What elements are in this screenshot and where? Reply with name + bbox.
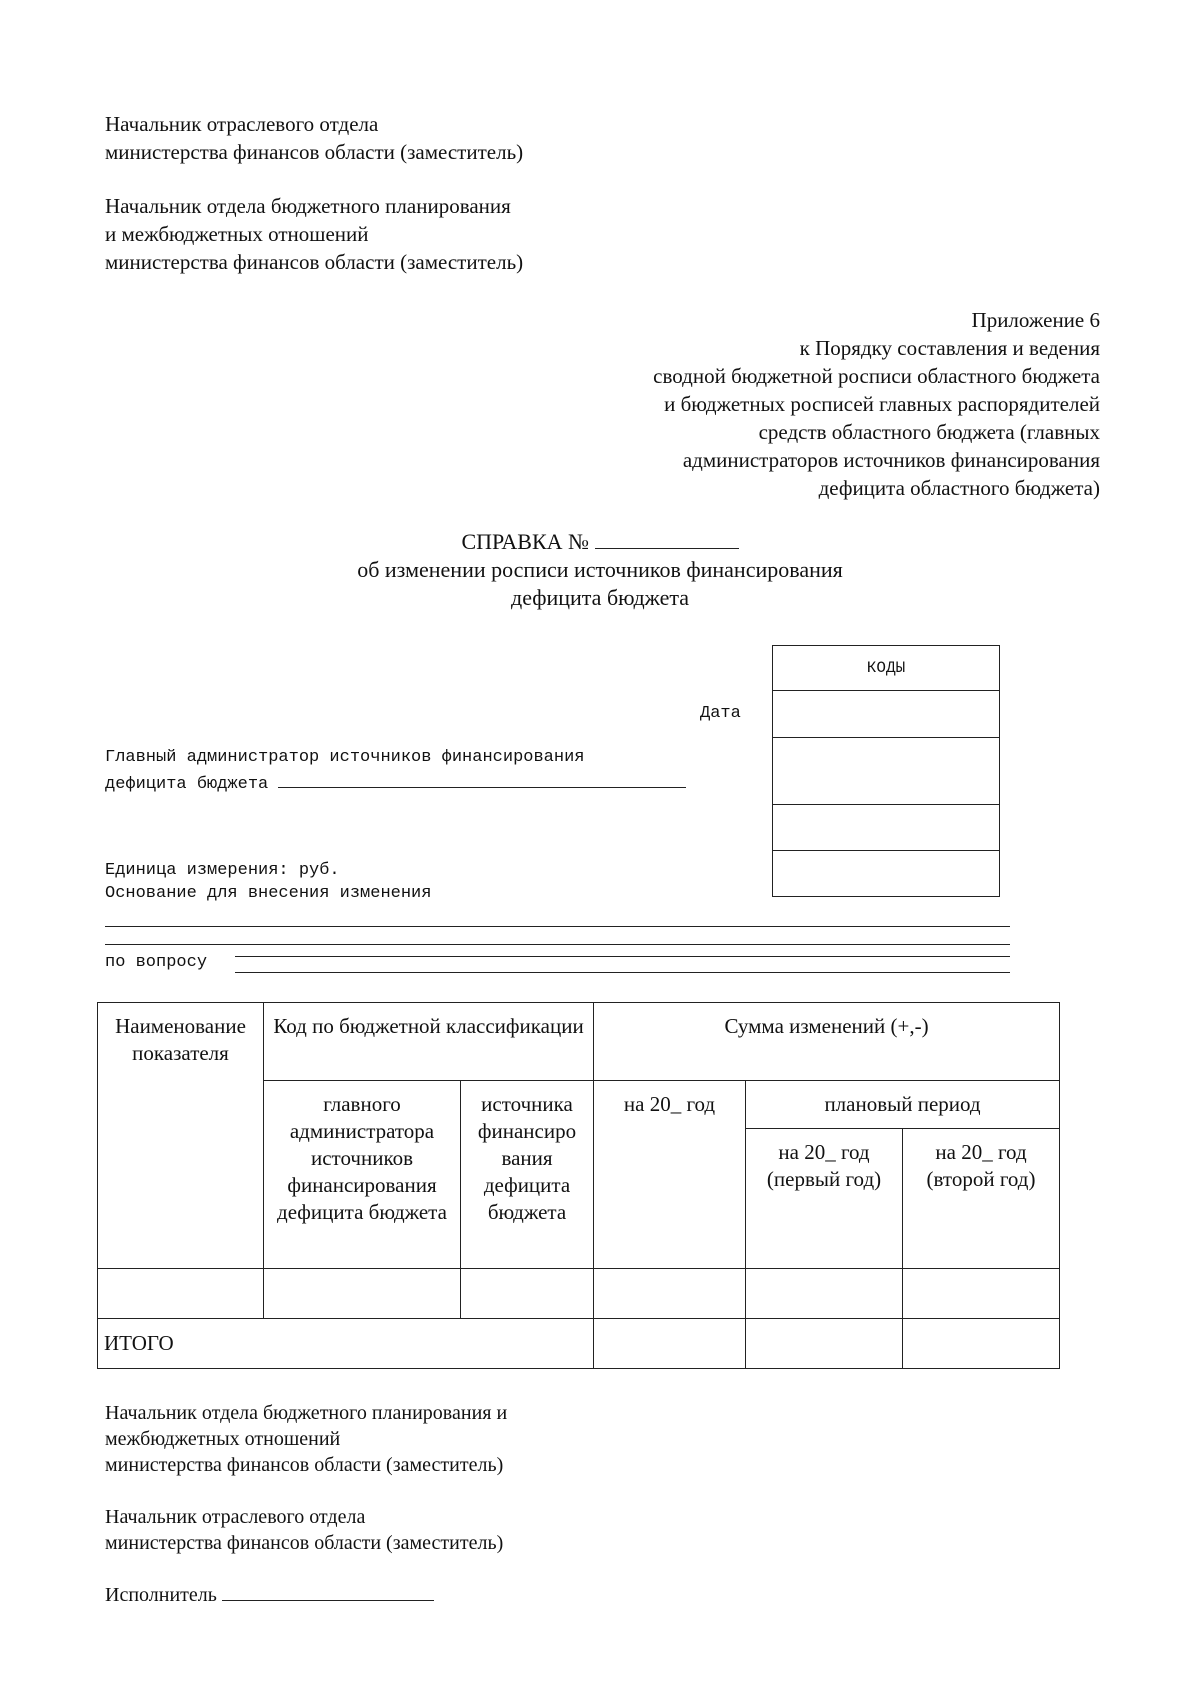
title-number-blank — [595, 530, 739, 549]
sub-planned-header: плановый период — [746, 1081, 1060, 1129]
admin-blank — [278, 769, 686, 788]
cell — [746, 1319, 903, 1369]
title-sub: дефицита бюджета — [511, 585, 689, 610]
codes-header: КОДЫ — [773, 646, 1000, 691]
cell — [461, 1269, 594, 1319]
total-row — [98, 1319, 1060, 1369]
table-row — [98, 1269, 1060, 1319]
question-line-1 — [235, 956, 1010, 957]
sub-source-header: источника финансиро вания дефицита бюджета — [461, 1081, 594, 1269]
appendix-line: и бюджетных росписей главных распорядителей — [664, 392, 1100, 416]
title-main: СПРАВКА № — [461, 529, 590, 554]
cell — [746, 1269, 903, 1319]
changes-table — [97, 1002, 1060, 1369]
signature-line: министерства финансов области (заместитель) — [105, 140, 524, 164]
signature-line: межбюджетных отношений — [105, 1428, 341, 1450]
sub-second-year-header: на 20_ год (второй год) — [903, 1129, 1060, 1269]
admin-label-1: Главный администратор источников финансирования — [105, 748, 585, 767]
basis-label: Основание для внесения изменения — [105, 884, 432, 903]
col-sum-header: Сумма изменений (+,-) — [594, 1003, 1060, 1081]
bottom-signature-2 — [105, 1504, 503, 1556]
cell — [98, 1269, 264, 1319]
signature-line: министерства финансов области (заместитель) — [105, 1454, 504, 1476]
date-label: Дата — [700, 704, 741, 723]
codes-admin-cell — [773, 738, 1000, 805]
title-sub: об изменении росписи источников финансирования — [357, 557, 843, 582]
executor-blank — [222, 1582, 434, 1601]
col-code-header: Код по бюджетной классификации — [264, 1003, 594, 1081]
unit-label: Единица измерения: руб. — [105, 861, 340, 880]
cell — [594, 1319, 746, 1369]
admin-label-2: дефицита бюджета — [105, 775, 269, 794]
basis-line-2 — [105, 944, 1010, 945]
appendix-line: Приложение 6 — [971, 308, 1100, 332]
appendix-line: администраторов источников финансирования — [682, 448, 1100, 472]
cell — [903, 1269, 1060, 1319]
signature-line: Начальник отдела бюджетного планирования — [105, 194, 511, 218]
top-signature-2 — [105, 192, 523, 276]
top-signature-1 — [105, 110, 523, 166]
cell — [264, 1269, 461, 1319]
signature-line: и межбюджетных отношений — [105, 222, 369, 246]
document-title — [200, 528, 1000, 612]
appendix-line: к Порядку составления и ведения — [799, 336, 1100, 360]
signature-line: министерства финансов области (заместитель) — [105, 1532, 504, 1554]
appendix-line: средств областного бюджета (главных — [758, 420, 1100, 444]
admin-field — [105, 747, 686, 796]
signature-line: Начальник отраслевого отдела — [105, 1506, 366, 1528]
executor-field — [105, 1582, 434, 1608]
appendix-line: сводной бюджетной росписи областного бюджета — [653, 364, 1100, 388]
col-name-header: Наименование показателя — [98, 1003, 264, 1269]
admin-label-2-row — [105, 769, 686, 796]
cell — [903, 1319, 1060, 1369]
title-main-line — [200, 528, 1000, 556]
signature-line: Начальник отраслевого отдела — [105, 112, 379, 136]
codes-box — [772, 645, 1000, 897]
question-label: по вопросу — [105, 953, 208, 972]
codes-unit-cell — [773, 851, 1000, 897]
appendix-line: дефицита областного бюджета) — [818, 476, 1100, 500]
executor-label: Исполнитель — [105, 1584, 217, 1606]
question-line-2 — [235, 972, 1010, 973]
codes-date-cell — [773, 691, 1000, 738]
sub-first-year-header: на 20_ год (первый год) — [746, 1129, 903, 1269]
basis-line-1 — [105, 926, 1010, 927]
codes-cell — [773, 805, 1000, 851]
cell — [594, 1269, 746, 1319]
signature-line: Начальник отдела бюджетного планирования и — [105, 1402, 508, 1424]
bottom-signature-1 — [105, 1400, 507, 1478]
sub-admin-header: главного администратора источников финансирования дефицита бюджета — [264, 1081, 461, 1269]
sub-year-header: на 20_ год — [594, 1081, 746, 1269]
appendix-block — [500, 306, 1100, 502]
signature-line: министерства финансов области (заместитель) — [105, 250, 524, 274]
total-label: ИТОГО — [98, 1319, 594, 1369]
